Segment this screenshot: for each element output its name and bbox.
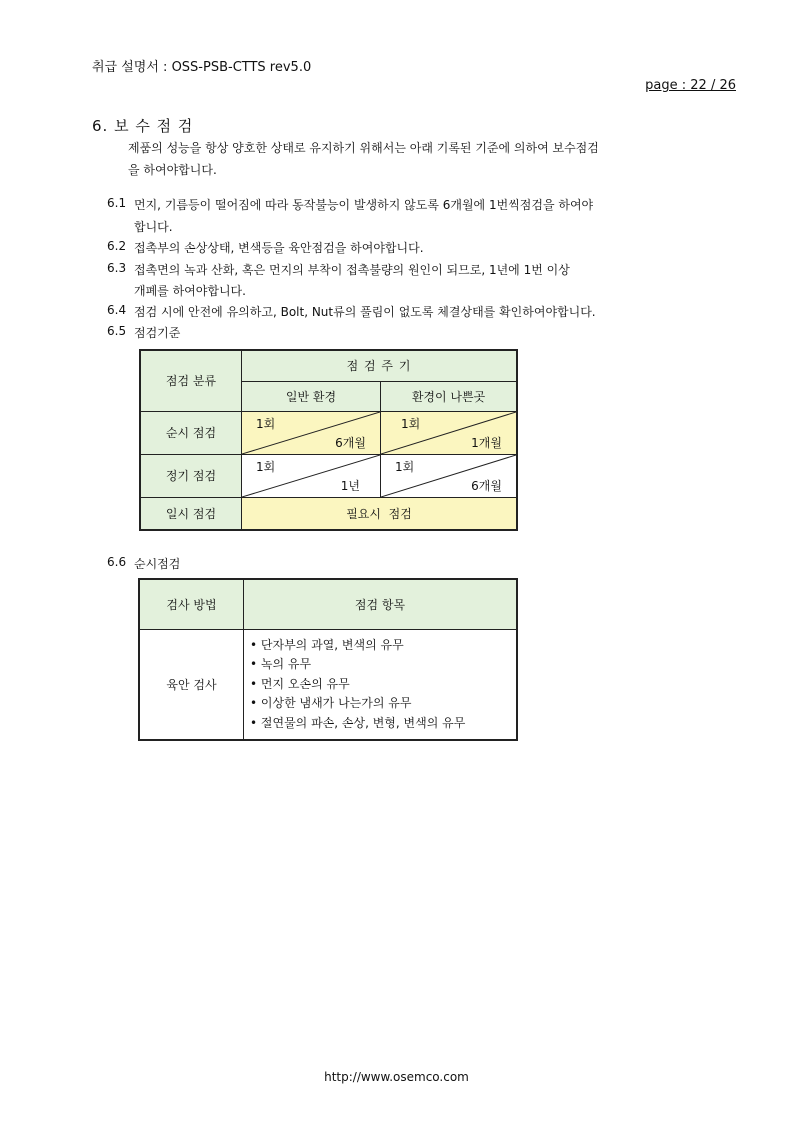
section-title: 6. 보 수 점 검 [92, 117, 194, 135]
item-6-6-title: 순시점검 [134, 557, 181, 571]
routine-bad-cell [381, 411, 518, 454]
routine-bad-count: 1회 [401, 416, 421, 431]
item-6-5-num: 6.5 [107, 324, 127, 338]
header-cycle: 점 검 주 기 [242, 350, 518, 381]
document-title: 취급 설명서 : OSS-PSB-CTTS rev5.0 [92, 60, 312, 75]
periodic-normal-cell [242, 454, 381, 497]
item-6-2-num: 6.2 [107, 239, 127, 253]
inspection-criteria-table [139, 349, 518, 531]
periodic-bad-count: 1회 [395, 459, 415, 474]
list-item: • 이상한 냄새가 나는가의 유무 [250, 694, 516, 714]
inspection-items-cell [244, 629, 518, 740]
header-bad-env: 환경이 나쁜곳 [381, 381, 518, 411]
routine-normal-count: 1회 [256, 416, 276, 431]
inspection-items-list [244, 630, 516, 740]
list-item: • 단자부의 과열, 변색의 유무 [250, 636, 516, 656]
adhoc-value: 필요시 점검 [242, 497, 518, 530]
footer-url[interactable]: http://www.osemco.com [324, 1070, 469, 1084]
routine-normal-period: 6개월 [335, 435, 366, 450]
list-item: • 녹의 유무 [250, 655, 516, 675]
item-6-6-num: 6.6 [107, 555, 127, 569]
item-6-2: 접촉부의 손상상태, 변색등을 육안점검을 하여야합니다. [134, 241, 424, 255]
item-6-4: 점검 시에 안전에 유의하고, Bolt, Nut류의 풀림이 없도록 체결상태를 확인하여야합니다. [134, 305, 596, 319]
row-label-adhoc: 일시 점검 [140, 497, 242, 530]
item-6-5: 점검기준 [134, 326, 181, 340]
page-number: page : 22 / 26 [645, 78, 736, 93]
header-method: 검사 방법 [139, 579, 244, 629]
header-normal-env: 일반 환경 [242, 381, 381, 411]
intro-line-1: 제품의 성능을 항상 양호한 상태로 유지하기 위해서는 아래 기록된 기준에 의하여 보수점검 [128, 141, 599, 155]
row-label-routine: 순시 점검 [140, 411, 242, 454]
periodic-bad-period: 6개월 [471, 478, 502, 493]
row-label-periodic: 정기 점검 [140, 454, 242, 497]
item-6-1-num: 6.1 [107, 196, 127, 210]
item-6-3-cont: 개폐를 하여야합니다. [134, 284, 246, 298]
item-6-1: 먼지, 기름등이 떨어짐에 따라 동작불능이 발생하지 않도록 6개월에 1번씩점검을 하여야 [134, 198, 594, 212]
list-item: • 절연물의 파손, 손상, 변형, 변색의 유무 [250, 714, 516, 734]
item-6-4-num: 6.4 [107, 303, 127, 317]
item-6-1-cont: 합니다. [134, 220, 173, 234]
routine-normal-cell [242, 411, 381, 454]
routine-bad-period: 1개월 [471, 435, 502, 450]
list-item: • 먼지 오손의 유무 [250, 675, 516, 695]
periodic-normal-count: 1회 [256, 459, 276, 474]
method-visual: 육안 검사 [139, 629, 244, 740]
item-6-3: 접촉면의 녹과 산화, 혹은 먼지의 부착이 접촉불량의 원인이 되므로, 1년에 1번 이상 [134, 263, 570, 277]
periodic-bad-cell [381, 454, 518, 497]
item-6-3-num: 6.3 [107, 261, 127, 275]
header-category: 점검 분류 [140, 350, 242, 411]
intro-line-2: 을 하여야합니다. [128, 163, 217, 177]
periodic-normal-period: 1년 [340, 478, 360, 493]
header-items: 점검 항목 [244, 579, 518, 629]
routine-inspection-table [138, 578, 518, 741]
